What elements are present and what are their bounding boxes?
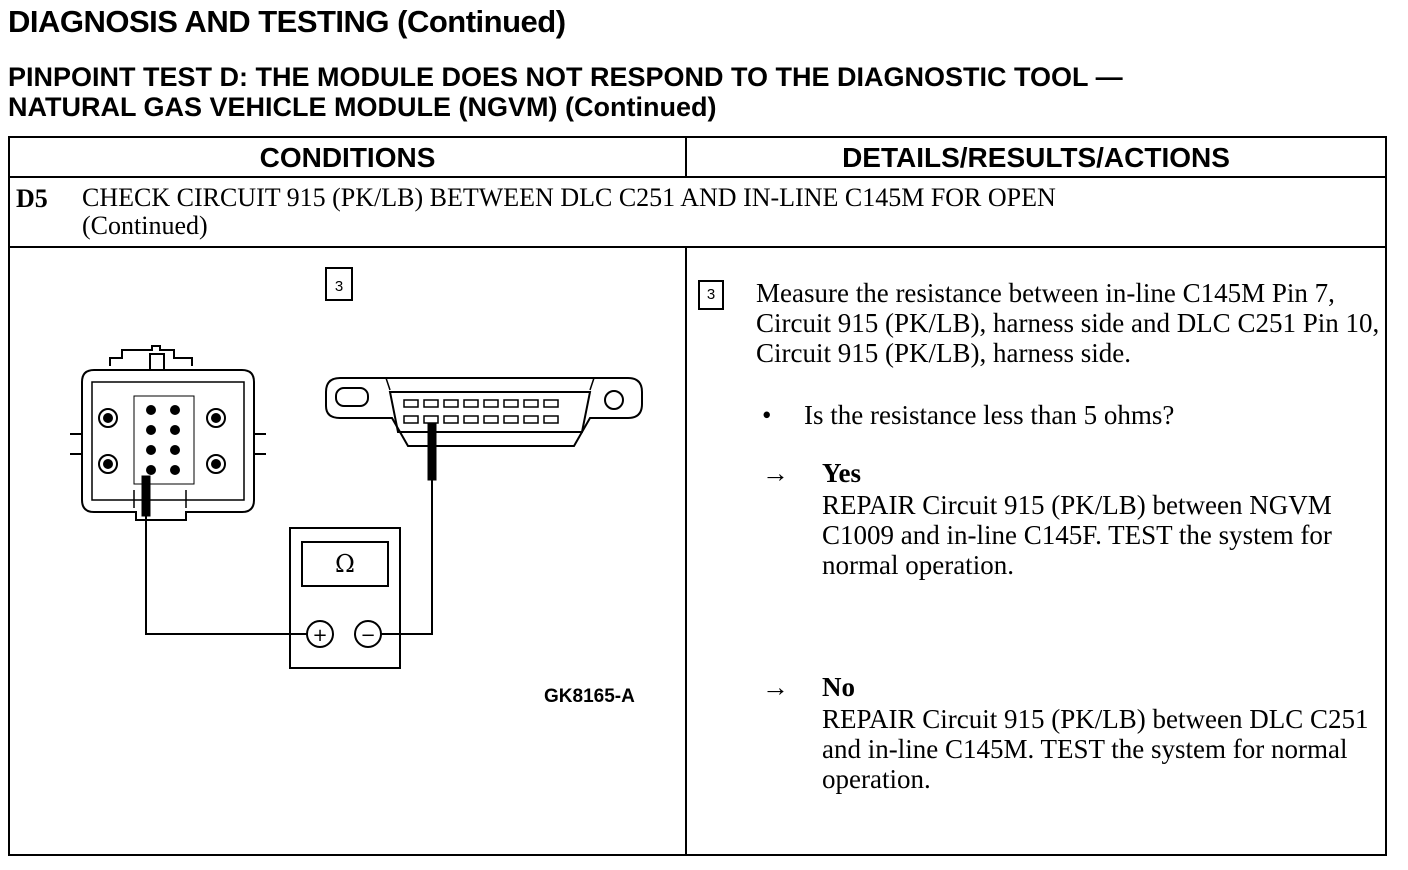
column-divider — [685, 248, 687, 854]
dlc-pins — [404, 400, 558, 423]
test-title — [8, 62, 1123, 122]
minus-terminal-label: − — [360, 625, 376, 646]
step-id: D5 — [16, 184, 48, 213]
yes-label: Yes — [822, 458, 861, 488]
inline-connector-c145m-icon — [70, 346, 266, 520]
details-step-box: 3 — [698, 280, 724, 310]
page-title: DIAGNOSIS AND TESTING (Continued) — [8, 4, 566, 39]
dlc-connector-c251-icon — [326, 378, 642, 446]
step-title: CHECK CIRCUIT 915 (PK/LB) BETWEEN DLC C251 AND IN-LINE C145M FOR OPEN — [82, 183, 1056, 212]
ohm-symbol: Ω — [335, 550, 355, 578]
resistance-test-diagram — [10, 250, 685, 856]
no-label: No — [822, 672, 855, 702]
step-description — [82, 184, 1362, 240]
measure-instruction: Measure the resistance between in-line C145M Pin 7, Circuit 915 (PK/LB), harness side and DLC C251 Pin 10, Circuit 915 (PK/LB), harness side. — [756, 278, 1380, 368]
test-title-line-1: PINPOINT TEST D: THE MODULE DOES NOT RESPOND TO THE DIAGNOSTIC TOOL — — [8, 62, 1123, 92]
test-probe-left — [142, 476, 150, 516]
yes-action: REPAIR Circuit 915 (PK/LB) between NGVM C1009 and in-line C145F. TEST the system for normal operation. — [822, 490, 1332, 580]
diagram-step-number: 3 — [334, 278, 344, 295]
pinpoint-test-table — [8, 136, 1387, 856]
details-column-header: DETAILS/RESULTS/ACTIONS — [687, 138, 1385, 178]
test-question: Is the resistance less than 5 ohms? — [804, 400, 1175, 430]
plus-terminal-label: + — [312, 625, 328, 646]
test-title-line-2: NATURAL GAS VEHICLE MODULE (NGVM) (Continued) — [8, 92, 717, 122]
ohmmeter-icon — [290, 528, 400, 668]
step-continued: (Continued) — [82, 211, 208, 240]
conditions-column-header: CONDITIONS — [10, 138, 687, 178]
test-probe-right — [428, 424, 436, 480]
yes-arrow-icon: → — [762, 458, 789, 488]
no-arrow-icon: → — [762, 672, 789, 702]
step-row — [10, 178, 1385, 248]
bullet-icon: • — [762, 400, 772, 430]
positive-test-lead — [146, 516, 307, 634]
no-action: REPAIR Circuit 915 (PK/LB) between DLC C251 and in-line C145M. TEST the system for normal operation. — [822, 704, 1369, 794]
figure-code: GK8165-A — [544, 686, 635, 707]
c145m-pins — [146, 405, 180, 475]
